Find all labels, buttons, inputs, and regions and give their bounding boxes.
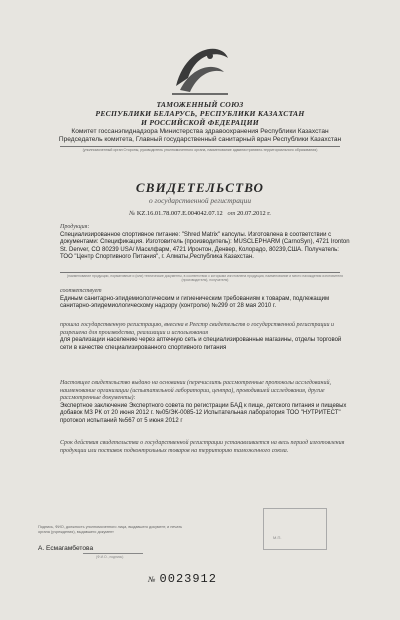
- compliance-label: соответствует: [60, 288, 102, 294]
- org-line-3: И РОССИЙСКОЙ ФЕДЕРАЦИИ: [140, 118, 260, 128]
- product-label: Продукция:: [60, 224, 90, 230]
- document-subtitle: о государственной регистрации: [148, 196, 252, 205]
- compliance-section: [60, 288, 350, 311]
- serial-number: [148, 572, 217, 586]
- committee-name: Комитет госсанэпиднадзора Министерства здравоохранения Республики Казахстан: [71, 128, 329, 135]
- stamp-area: [263, 508, 327, 550]
- chairman-title: Председатель комитета, Главный государственный санитарный врач Республики Казахстан: [58, 136, 342, 144]
- divider: [60, 146, 340, 147]
- basis-intro: Настоящее свидетельство выдано на основании (перечислить рассмотренные протоколы исследований, наименование организации (испытательной лаборатории, центра), проводившей исследования, другие рассмотренные документы):: [60, 380, 331, 402]
- registration-date: 20.07.2012 г.: [236, 210, 271, 217]
- date-label: от: [227, 210, 236, 217]
- issuing-organization: [0, 100, 400, 128]
- serial-value: 0023912: [159, 572, 217, 586]
- org-line-2: РЕСПУБЛИКИ БЕЛАРУСЬ, РЕСПУБЛИКИ КАЗАХСТАН: [95, 109, 305, 119]
- committee-block: [0, 128, 400, 145]
- product-text: Специализированное спортивное питание: "Shred Matrix" капсулы. Изготовлена в соответствии с документами: Спецификация. Изготовитель (производитель): MUSCLEPHARM (CarnoSyn), 4721 Ironton St. Denver, CO 80239 USA/ Масклфарм, 4721 Иронтон, Денвер, Колорадо, 80239,США. Получатель: ТОО "Центр Спортивного Питания", г. Алматы,Республика Казахстан.: [60, 231, 350, 261]
- authority-caption: (уполномоченный орган Стороны, руководитель уполномоченного органа, наименование административно-территориального образования): [82, 148, 318, 152]
- serial-label: №: [148, 575, 156, 584]
- signatory-name: А. Есмагамбетова: [38, 545, 94, 552]
- product-section: [60, 224, 350, 262]
- signature-line: [83, 553, 143, 554]
- number-label: №: [129, 210, 136, 217]
- document-title: СВИДЕТЕЛЬСТВО: [135, 180, 265, 195]
- registration-text: для реализации населению через аптечную сеть и специализированные магазины, отделы торговой сети в качестве специализированного спортивного питания: [60, 337, 342, 351]
- registration-intro: прошла государственную регистрацию, внесена в Реестр свидетельств о государственной регистрации и разрешена для производства, реализации и использования: [60, 322, 335, 336]
- stamp-label: М.П.: [273, 535, 282, 540]
- validity-text: Срок действия свидетельства о государственной регистрации устанавливается на весь период изготовления продукции или поставок подконтрольных товаров на территорию таможенного союза.: [60, 440, 345, 454]
- org-line-1: ТАМОЖЕННЫЙ СОЮЗ: [156, 100, 244, 109]
- basis-text: Экспертное заключение Экспертного совета по регистрации БАД к пище, детского питания и пищевых добавок МЗ РК от 20 июня 2012 г. №05/ЭК-0085-12 Испытательная лаборатория ТОО "НУТРИТЕСТ" протокол испытаний №567 от 5 июня 2012 г: [60, 402, 347, 424]
- basis-section: [60, 380, 350, 426]
- product-caption: (наименование продукции, нормативные и (или) технические документы, в соответствии с которыми изготовлена продукция, наименование и место нахождения изготовителя (производителя), получателя): [67, 274, 343, 282]
- divider: [60, 272, 340, 273]
- validity-section: [60, 440, 350, 455]
- customs-union-emblem-icon: [166, 36, 234, 100]
- signature-caption: (Ф.И.О., подпись): [96, 555, 124, 559]
- registration-number-line: [0, 210, 400, 217]
- signature-note: Подпись, ФИО, должность уполномоченного лица, выдавшего документ, и печать органа (учреждения), выдавшего документ: [38, 525, 183, 534]
- compliance-text: Единым санитарно-эпидемиологическим и гигиеническим требованиям к товарам, подлежащим санитарно-эпидемиологическому надзору (контролю) №299 от 28 мая 2010 г.: [60, 295, 330, 310]
- registration-section: [60, 322, 350, 352]
- registration-number: KZ.16.01.78.007.Е.004042.07.12: [136, 210, 223, 217]
